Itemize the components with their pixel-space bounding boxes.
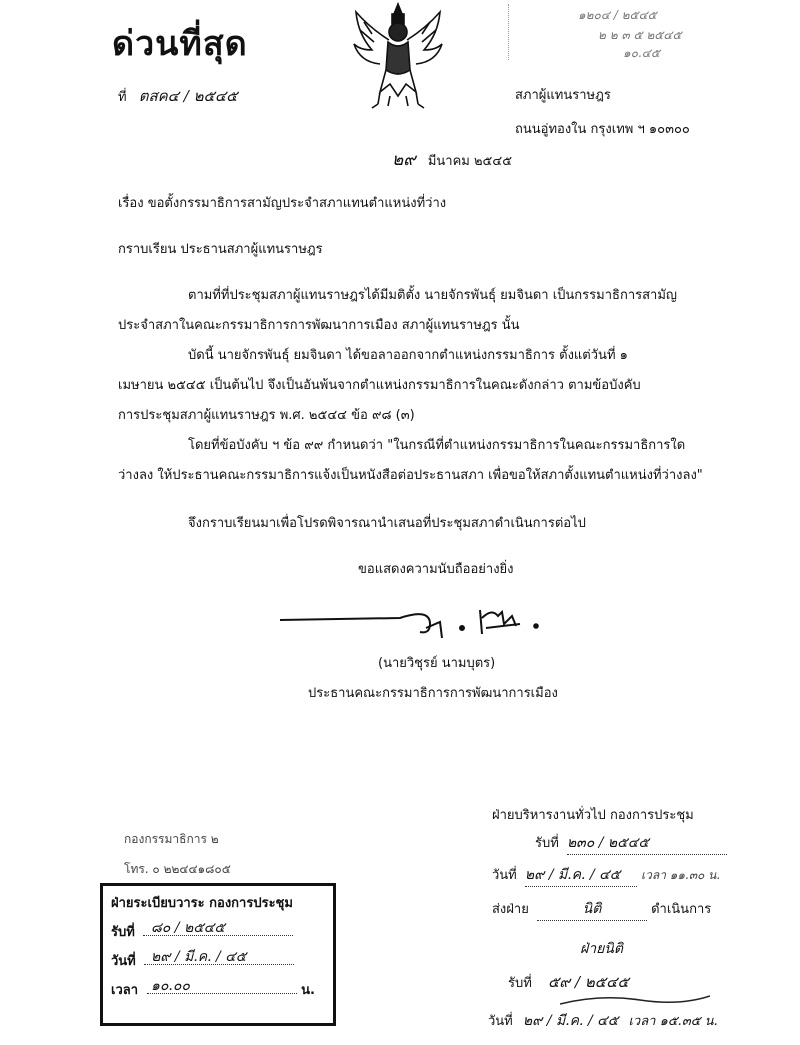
- receipt-box-received-value: ๘๐ / ๒๕๔๕: [151, 920, 225, 936]
- top-stamp-line-1: ๑๒๐๔ / ๒๕๔๕: [578, 8, 657, 22]
- body-line-5: การประชุมสภาผู้แทนราษฎร พ.ศ. ๒๕๔๔ ข้อ ๙๘ (๓): [118, 408, 415, 423]
- receipt-box-time-value: ๑๐.๐๐: [151, 978, 190, 994]
- top-stamp-line-2: ๒ ๒ ๓ ๕ ๒๕๔๕: [598, 28, 682, 42]
- salutation: กราบเรียน ประธานสภาผู้แทนราษฎร: [118, 242, 323, 257]
- legal-note-time: เวลา ๑๕.๓๕ น.: [628, 1014, 718, 1029]
- body-line-4: เมษายน ๒๕๔๕ เป็นต้นไป จึงเป็นอันพ้นจากตำแหน่งกรรมาธิการในคณะดังกล่าว ตามข้อบังคับ: [118, 378, 641, 393]
- top-stamp-line-3: ๑๐.๔๕: [623, 46, 660, 60]
- receipt-box-received-row: [111, 921, 325, 942]
- body-line-2: ประจำสภาในคณะกรรมาธิการการพัฒนาการเมือง สภาผู้แทนราษฎร นั้น: [118, 318, 520, 333]
- receipt-box-date-label: วันที่: [111, 954, 136, 969]
- signer-title: ประธานคณะกรรมาธิการการพัฒนาการเมือง: [308, 686, 558, 701]
- receipt-box-received-label: รับที่: [111, 925, 135, 940]
- admin-stamp-send-row: [492, 898, 711, 921]
- document-date: [392, 146, 512, 173]
- admin-stamp-date-label: วันที่: [492, 868, 517, 883]
- body-line-8: จึงกราบเรียนมาเพื่อโปรดพิจารณานำเสนอที่ประชุมสภาดำเนินการต่อไป: [188, 516, 586, 531]
- closing-text: ขอแสดงความนับถืออย่างยิ่ง: [358, 562, 514, 577]
- admin-stamp-date-suffix: เวลา ๑๑.๓๐ น.: [641, 868, 721, 882]
- garuda-emblem-icon: [350, 0, 446, 110]
- date-month-year: มีนาคม ๒๕๔๕: [427, 154, 513, 169]
- receipt-box-time-suffix: น.: [301, 983, 315, 998]
- body-line-3: บัดนี้ นายจักรพันธุ์ ยมจินดา ได้ขอลาออกจากตำแหน่งกรรมาธิการ ตั้งแต่วันที่ ๑: [188, 348, 628, 363]
- agency-name: สภาผู้แทนราษฎร: [515, 88, 611, 103]
- legal-note-title: ฝ่ายนิติ: [580, 941, 623, 957]
- receipt-box-date-value: ๒๙ / มี.ค. / ๔๕: [151, 949, 247, 965]
- signature-icon: [280, 598, 550, 642]
- signer-name: (นายวิชุรย์ นามบุตร): [378, 656, 496, 671]
- doc-number-prefix: ที่: [118, 90, 127, 105]
- admin-stamp-received-label: รับที่: [535, 836, 559, 851]
- agency-address: ถนนอู่ทองใน กรุงเทพ ฯ ๑๐๓๐๐: [515, 122, 690, 137]
- body-line-7: ว่างลง ให้ประธานคณะกรรมาธิการแจ้งเป็นหนังสือต่อประธานสภา เพื่อขอให้สภาตั้งแทนตำแหน่งที่ว่างลง": [118, 468, 703, 483]
- receipt-box-date-row: [111, 950, 325, 971]
- admin-stamp-title: ฝ่ายบริหารงานทั่วไป กองการประชุม: [492, 808, 694, 823]
- admin-stamp-send-value: นิติ: [537, 898, 647, 921]
- legal-note-date-label: วันที่: [488, 1014, 513, 1029]
- doc-number: [118, 84, 238, 108]
- subject-line: เรื่อง ขอตั้งกรรมาธิการสามัญประจำสภาแทนตำแหน่งที่ว่าง: [118, 196, 447, 211]
- legal-note-scribble-icon: [560, 990, 710, 1010]
- admin-stamp-date-value: ๒๙ / มี.ค. / ๔๕: [525, 864, 637, 887]
- legal-note-received-label: รับที่: [508, 976, 532, 991]
- admin-stamp-send-suffix: ดำเนินการ: [651, 902, 712, 917]
- admin-stamp-received-value: ๒๓๐ / ๒๕๔๕: [567, 832, 727, 855]
- body-line-6: โดยที่ข้อบังคับ ฯ ข้อ ๙๙ กำหนดว่า "ในกรณีที่ตำแหน่งกรรมาธิการในคณะกรรมาธิการใด: [188, 438, 686, 453]
- urgent-heading: ด่วนที่สุด: [112, 24, 248, 64]
- legal-note-date-value: ๒๙ / มี.ค. / ๔๕: [522, 1013, 619, 1029]
- date-day-handwritten: ๒๙: [392, 150, 416, 170]
- admin-stamp-received-row: [535, 832, 727, 855]
- receipt-box-time-row: [111, 979, 325, 1000]
- receipt-stamp-box: [100, 883, 336, 1026]
- top-right-stamp: [508, 2, 698, 62]
- legal-note-received-value: ๕๙ / ๒๕๔๕: [547, 973, 629, 991]
- receipt-box-time-label: เวลา: [111, 983, 139, 998]
- footer-office: กองกรรมาธิการ ๒: [124, 832, 219, 846]
- legal-note-date-row: [488, 1010, 718, 1032]
- body-line-1: ตามที่ที่ประชุมสภาผู้แทนราษฎรได้มีมติตั้ง นายจักรพันธุ์ ยมจินดา เป็นกรรมาธิการสามัญ: [188, 288, 677, 303]
- admin-stamp-send-label: ส่งฝ่าย: [492, 902, 529, 917]
- footer-phone: โทร. ๐ ๒๒๔๔๑๘๐๕: [124, 862, 231, 876]
- receipt-box-title: ฝ่ายระเบียบวาระ กองการประชุม: [111, 896, 293, 911]
- doc-number-handwritten: ตสค๔ / ๒๕๔๕: [138, 87, 238, 105]
- admin-stamp-date-row: [492, 864, 720, 887]
